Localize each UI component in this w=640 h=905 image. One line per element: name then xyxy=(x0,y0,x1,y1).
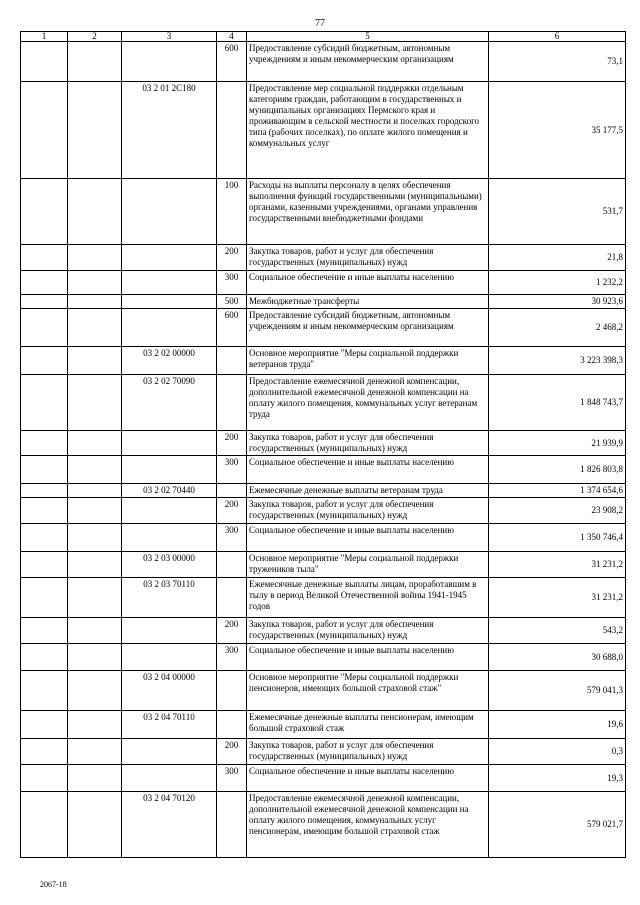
cell-col-1 xyxy=(21,179,68,245)
expense-type-code xyxy=(217,552,247,578)
cell-col-2 xyxy=(68,347,122,375)
cell-col-2 xyxy=(68,271,122,295)
expense-description: Ежемесячные денежные выплаты лицам, проработавшим в тылу в период Великой Отечественной войны 1941-1945 годов xyxy=(247,578,489,618)
cell-col-2 xyxy=(68,431,122,456)
expense-type-code: 200 xyxy=(217,245,247,271)
cell-col-1 xyxy=(21,484,68,498)
column-header: 5 xyxy=(247,32,489,42)
cell-col-2 xyxy=(68,552,122,578)
expense-type-code xyxy=(217,711,247,739)
cell-col-1 xyxy=(21,295,68,309)
cell-col-1 xyxy=(21,82,68,179)
page-number: 77 xyxy=(315,18,325,29)
cell-col-2 xyxy=(68,498,122,524)
expense-type-code xyxy=(217,347,247,375)
cell-col-2 xyxy=(68,792,122,858)
table-row xyxy=(21,765,626,792)
amount-value: 30 923,6 xyxy=(489,295,626,309)
table-row xyxy=(21,578,626,618)
expense-description: Основное мероприятие "Меры социальной поддержки пенсионеров, имеющих большой страховой стаж" xyxy=(247,671,489,711)
classification-code xyxy=(122,618,217,644)
expense-description: Социальное обеспечение и иные выплаты населению xyxy=(247,644,489,671)
cell-col-2 xyxy=(68,644,122,671)
column-header: 2 xyxy=(68,32,122,42)
cell-col-2 xyxy=(68,711,122,739)
amount-value: 1 232,2 xyxy=(489,271,626,295)
cell-col-1 xyxy=(21,245,68,271)
table-row xyxy=(21,498,626,524)
classification-code: 03 2 02 70440 xyxy=(122,484,217,498)
cell-col-2 xyxy=(68,245,122,271)
table-body xyxy=(21,42,626,858)
table-row xyxy=(21,671,626,711)
table-row xyxy=(21,82,626,179)
expense-type-code: 300 xyxy=(217,765,247,792)
amount-value: 31 231,2 xyxy=(489,578,626,618)
cell-col-1 xyxy=(21,765,68,792)
cell-col-1 xyxy=(21,431,68,456)
table-row xyxy=(21,456,626,484)
expense-description: Основное мероприятие "Меры социальной поддержки ветеранов труда" xyxy=(247,347,489,375)
cell-col-1 xyxy=(21,524,68,552)
expense-description: Межбюджетные трансферты xyxy=(247,295,489,309)
cell-col-2 xyxy=(68,618,122,644)
classification-code: 03 2 04 70120 xyxy=(122,792,217,858)
table-row xyxy=(21,245,626,271)
expense-description: Расходы на выплаты персоналу в целях обеспечения выполнения функций государственными (муниципальными) органами, казенными учреждениями, органами управления государственными внебюджетными фондами xyxy=(247,179,489,245)
amount-value: 1 374 654,6 xyxy=(489,484,626,498)
cell-col-2 xyxy=(68,309,122,347)
classification-code: 03 2 02 70090 xyxy=(122,375,217,431)
cell-col-1 xyxy=(21,456,68,484)
amount-value: 21 939,9 xyxy=(489,431,626,456)
amount-value: 531,7 xyxy=(489,179,626,245)
expense-description: Ежемесячные денежные выплаты ветеранам труда xyxy=(247,484,489,498)
classification-code xyxy=(122,765,217,792)
classification-code: 03 2 03 70110 xyxy=(122,578,217,618)
table-row xyxy=(21,552,626,578)
cell-col-1 xyxy=(21,347,68,375)
expense-description: Ежемесячные денежные выплаты пенсионерам, имеющим большой страховой стаж xyxy=(247,711,489,739)
cell-col-1 xyxy=(21,618,68,644)
cell-col-1 xyxy=(21,309,68,347)
classification-code xyxy=(122,498,217,524)
cell-col-1 xyxy=(21,671,68,711)
column-number-row xyxy=(21,32,626,42)
column-header: 6 xyxy=(489,32,626,42)
cell-col-1 xyxy=(21,792,68,858)
table-row xyxy=(21,295,626,309)
cell-col-1 xyxy=(21,42,68,82)
expense-description: Закупка товаров, работ и услуг для обеспечения государственных (муниципальных) нужд xyxy=(247,498,489,524)
amount-value: 1 350 746,4 xyxy=(489,524,626,552)
expense-type-code: 200 xyxy=(217,618,247,644)
expense-description: Закупка товаров, работ и услуг для обеспечения государственных (муниципальных) нужд xyxy=(247,618,489,644)
expense-description: Закупка товаров, работ и услуг для обеспечения государственных (муниципальных) нужд xyxy=(247,739,489,765)
expense-type-code: 300 xyxy=(217,644,247,671)
amount-value: 2 468,2 xyxy=(489,309,626,347)
amount-value: 1 848 743,7 xyxy=(489,375,626,431)
amount-value: 31 231,2 xyxy=(489,552,626,578)
table-row xyxy=(21,524,626,552)
table-row xyxy=(21,792,626,858)
expense-description: Предоставление ежемесячной денежной компенсации, дополнительной ежемесячной денежной компенсации на оплату жилого помещения, коммунальных услуг пенсионерам, имеющим большой страховой стаж xyxy=(247,792,489,858)
classification-code: 03 2 01 2С180 xyxy=(122,82,217,179)
table-row xyxy=(21,484,626,498)
cell-col-1 xyxy=(21,271,68,295)
cell-col-2 xyxy=(68,484,122,498)
table-row xyxy=(21,309,626,347)
expense-type-code: 600 xyxy=(217,42,247,82)
expense-type-code xyxy=(217,375,247,431)
table-row xyxy=(21,618,626,644)
cell-col-1 xyxy=(21,552,68,578)
column-header: 3 xyxy=(122,32,217,42)
cell-col-1 xyxy=(21,739,68,765)
expense-description: Социальное обеспечение и иные выплаты населению xyxy=(247,271,489,295)
amount-value: 73,1 xyxy=(489,42,626,82)
classification-code xyxy=(122,295,217,309)
expense-description: Социальное обеспечение и иные выплаты населению xyxy=(247,524,489,552)
expense-type-code: 200 xyxy=(217,431,247,456)
footer-code: 2067-18 xyxy=(40,880,67,889)
classification-code: 03 2 02 00000 xyxy=(122,347,217,375)
classification-code xyxy=(122,431,217,456)
table-row xyxy=(21,711,626,739)
cell-col-2 xyxy=(68,42,122,82)
amount-value: 543,2 xyxy=(489,618,626,644)
column-header: 4 xyxy=(217,32,247,42)
expense-type-code: 200 xyxy=(217,739,247,765)
cell-col-2 xyxy=(68,82,122,179)
classification-code xyxy=(122,644,217,671)
classification-code: 03 2 04 70110 xyxy=(122,711,217,739)
expense-type-code xyxy=(217,484,247,498)
cell-col-2 xyxy=(68,456,122,484)
expense-type-code xyxy=(217,82,247,179)
table-row xyxy=(21,179,626,245)
expense-description: Предоставление субсидий бюджетным, автономным учреждениям и иным некоммерческим организациям xyxy=(247,42,489,82)
expense-type-code: 200 xyxy=(217,498,247,524)
expense-description: Закупка товаров, работ и услуг для обеспечения государственных (муниципальных) нужд xyxy=(247,245,489,271)
cell-col-2 xyxy=(68,179,122,245)
cell-col-2 xyxy=(68,578,122,618)
amount-value: 3 223 398,3 xyxy=(489,347,626,375)
cell-col-2 xyxy=(68,765,122,792)
cell-col-1 xyxy=(21,644,68,671)
table-row xyxy=(21,42,626,82)
classification-code xyxy=(122,245,217,271)
table-row xyxy=(21,375,626,431)
amount-value: 19,6 xyxy=(489,711,626,739)
expense-description: Предоставление ежемесячной денежной компенсации, дополнительной ежемесячной денежной компенсации на оплату жилого помещения, коммунальных услуг ветеранам труда xyxy=(247,375,489,431)
classification-code xyxy=(122,739,217,765)
table-row xyxy=(21,739,626,765)
amount-value: 1 826 803,8 xyxy=(489,456,626,484)
cell-col-2 xyxy=(68,671,122,711)
expense-type-code: 600 xyxy=(217,309,247,347)
column-header: 1 xyxy=(21,32,68,42)
classification-code xyxy=(122,179,217,245)
cell-col-1 xyxy=(21,375,68,431)
amount-value: 21,8 xyxy=(489,245,626,271)
classification-code xyxy=(122,456,217,484)
expense-description: Основное мероприятие "Меры социальной поддержки тружеников тыла" xyxy=(247,552,489,578)
cell-col-2 xyxy=(68,524,122,552)
cell-col-1 xyxy=(21,711,68,739)
table-row xyxy=(21,271,626,295)
expense-type-code xyxy=(217,792,247,858)
classification-code xyxy=(122,309,217,347)
expense-description: Социальное обеспечение и иные выплаты населению xyxy=(247,456,489,484)
classification-code xyxy=(122,42,217,82)
expense-description: Социальное обеспечение и иные выплаты населению xyxy=(247,765,489,792)
cell-col-2 xyxy=(68,295,122,309)
amount-value: 579 041,3 xyxy=(489,671,626,711)
amount-value: 579 021,7 xyxy=(489,792,626,858)
cell-col-2 xyxy=(68,375,122,431)
cell-col-1 xyxy=(21,578,68,618)
classification-code: 03 2 04 00000 xyxy=(122,671,217,711)
expense-type-code: 300 xyxy=(217,271,247,295)
table-row xyxy=(21,431,626,456)
expense-description: Закупка товаров, работ и услуг для обеспечения государственных (муниципальных) нужд xyxy=(247,431,489,456)
expense-description: Предоставление субсидий бюджетным, автономным учреждениям и иным некоммерческим организациям xyxy=(247,309,489,347)
classification-code xyxy=(122,524,217,552)
amount-value: 35 177,5 xyxy=(489,82,626,179)
table-header xyxy=(21,32,626,42)
expense-type-code: 500 xyxy=(217,295,247,309)
classification-code: 03 2 03 00000 xyxy=(122,552,217,578)
amount-value: 0,3 xyxy=(489,739,626,765)
amount-value: 23 908,2 xyxy=(489,498,626,524)
cell-col-1 xyxy=(21,498,68,524)
expense-type-code xyxy=(217,578,247,618)
classification-code xyxy=(122,271,217,295)
expense-type-code xyxy=(217,671,247,711)
expense-description: Предоставление мер социальной поддержки отдельным категориям граждан, работающим в государственных и муниципальных организациях Пермского края и проживающим в сельской местности и поселках городского типа (рабочих поселках), по оплате жилого помещения и коммунальных услуг xyxy=(247,82,489,179)
expense-type-code: 300 xyxy=(217,524,247,552)
expense-type-code: 100 xyxy=(217,179,247,245)
amount-value: 30 688,0 xyxy=(489,644,626,671)
budget-table xyxy=(20,31,626,858)
table-row xyxy=(21,347,626,375)
table-row xyxy=(21,644,626,671)
expense-type-code: 300 xyxy=(217,456,247,484)
cell-col-2 xyxy=(68,739,122,765)
amount-value: 19,3 xyxy=(489,765,626,792)
